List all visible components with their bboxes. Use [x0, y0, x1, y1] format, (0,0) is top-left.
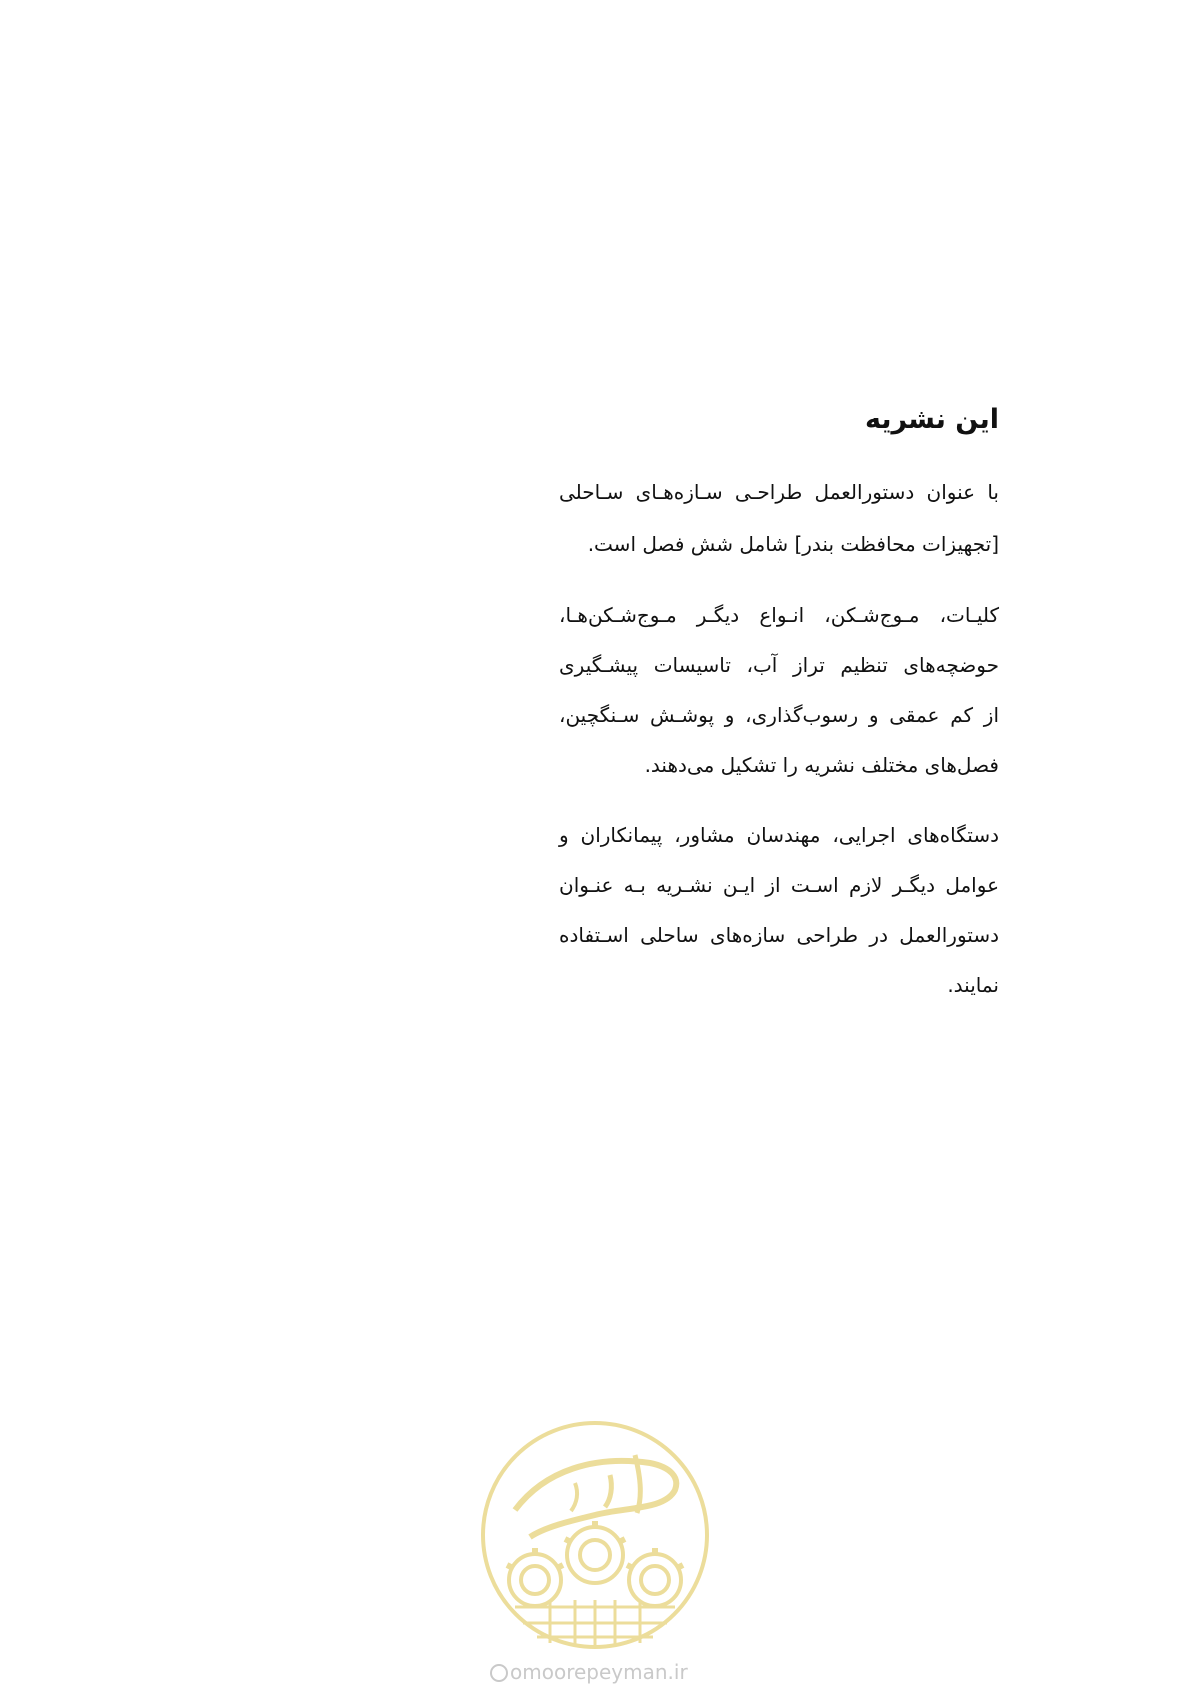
text-line: عوامل دیگـر لازم اسـت از ایـن نشـریه بـه عنـوان	[559, 873, 999, 897]
chapters-paragraph	[559, 590, 999, 790]
text-line: دستورالعمل در طراحی سازه‌های ساحلی اسـتفاده	[559, 923, 999, 947]
text-line: نمایند.	[947, 973, 999, 997]
text-line: کلیـات، مـوج‌شـکن، انـواع دیگـر مـوج‌شـکن‌هـا،	[559, 603, 999, 627]
text-line: از کم عمقی و رسوب‌گذاری، و پوشـش سـنگچین،	[559, 703, 999, 727]
text-line: دستگاه‌های اجرایی، مهندسان مشاور، پیمانکاران و	[559, 823, 999, 847]
text-line: با عنوان دستورالعمل طراحـی سـازه‌هـای سـاحلی	[559, 480, 999, 504]
watermark-url: omoorepeyman.ir	[490, 1660, 710, 1684]
text-line: فصل‌های مختلف نشریه را تشکیل می‌دهند.	[644, 753, 999, 777]
intro-paragraph	[559, 466, 999, 570]
text-line: [تجهیزات محافظت بندر] شامل شش فصل است.	[587, 532, 999, 556]
publication-intro	[559, 400, 999, 1030]
at-icon	[490, 1664, 508, 1682]
watermark-logo	[475, 1415, 715, 1655]
text-line: حوضچه‌های تنظیم تراز آب، تاسیسات پیشـگیری	[559, 653, 999, 677]
audience-paragraph	[559, 810, 999, 1010]
section-heading: این نشریه	[864, 404, 999, 435]
